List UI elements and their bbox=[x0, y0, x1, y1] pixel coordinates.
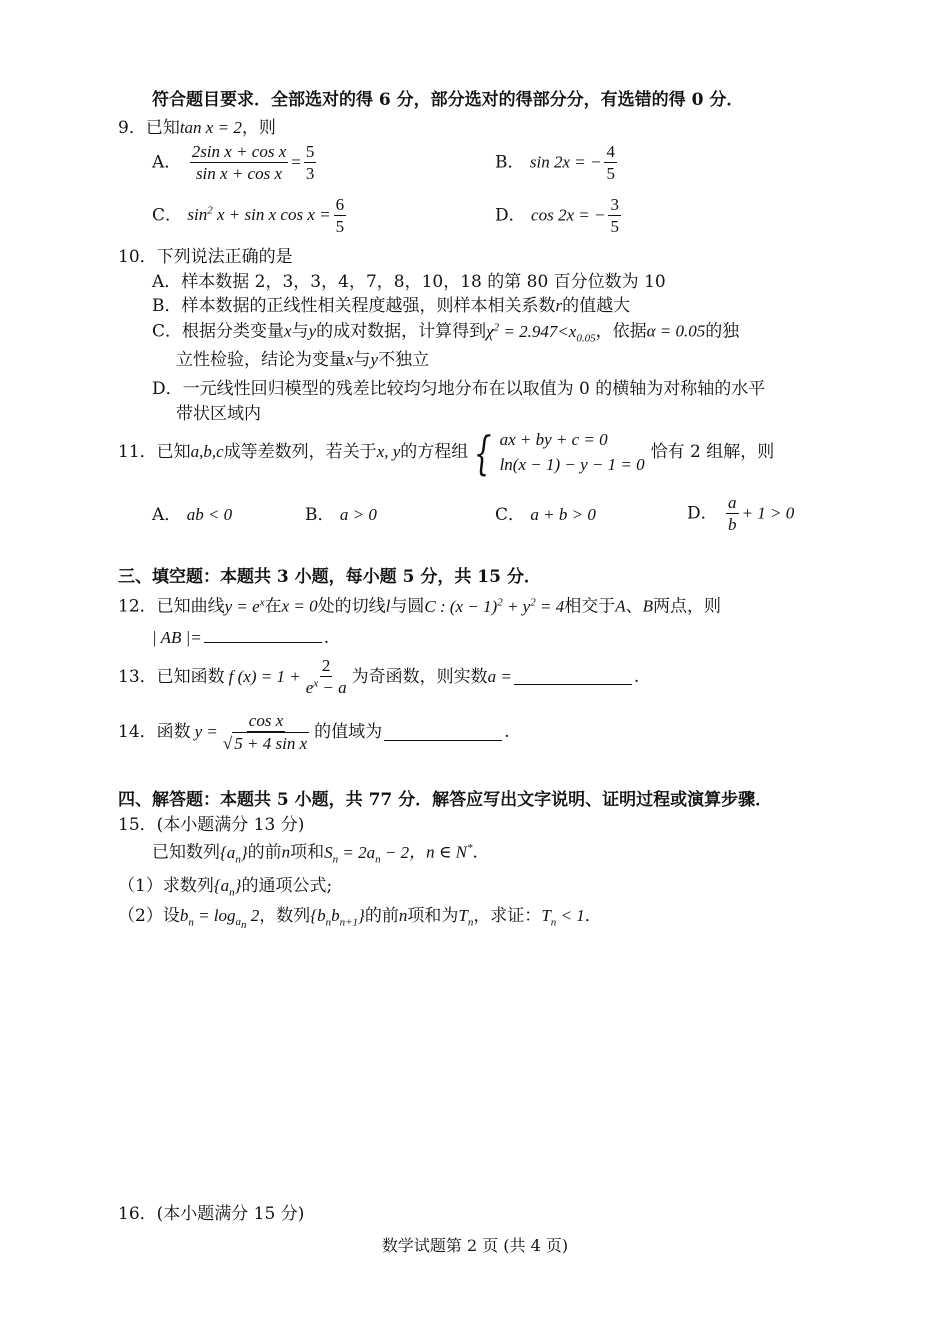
stem-text: 恰有 2 组解，则 bbox=[650, 442, 775, 463]
math-part: C : (x − 1) bbox=[424, 596, 498, 616]
math-part: = 2a bbox=[338, 842, 376, 862]
stem-text: 已知曲线 bbox=[156, 596, 225, 617]
math-variable: n bbox=[281, 842, 291, 862]
stem-text: 成等差数列，若关于 bbox=[223, 442, 377, 463]
superscript: 2 bbox=[493, 321, 500, 333]
question-number: 10． bbox=[118, 247, 157, 267]
math-part: − 2 bbox=[380, 842, 410, 862]
denominator: 3 bbox=[305, 164, 315, 184]
math-part: y = e bbox=[224, 596, 260, 616]
math-expression: y = bbox=[194, 722, 218, 742]
fraction bbox=[608, 194, 621, 238]
stem-text: ． bbox=[584, 906, 602, 926]
stem-text: ． bbox=[472, 842, 490, 863]
math-expression bbox=[424, 597, 564, 616]
denominator: b bbox=[728, 515, 737, 535]
question-10-option-d-continued: 带状区域内 bbox=[176, 404, 261, 424]
stem-text: 的方程组 bbox=[400, 442, 469, 463]
question-12-answer-line bbox=[152, 626, 329, 648]
stem-text: 项和为 bbox=[407, 906, 459, 926]
math-part: < 1 bbox=[556, 906, 585, 925]
option-text: 的值越大 bbox=[562, 296, 631, 316]
subscript: n+1 bbox=[339, 916, 359, 929]
math-part: e bbox=[305, 678, 314, 698]
question-number: 9． bbox=[118, 118, 146, 138]
question-number: 11． bbox=[118, 442, 157, 463]
math-part: S bbox=[324, 842, 333, 862]
stem-text: . bbox=[504, 722, 510, 743]
fraction bbox=[334, 194, 347, 238]
answer-blank[interactable] bbox=[204, 626, 322, 643]
stem-text: 、 bbox=[625, 596, 643, 617]
math-variable: y bbox=[370, 350, 379, 369]
stem-text: 项和 bbox=[290, 842, 325, 863]
question-15-header bbox=[118, 815, 304, 835]
stem-text: （2）设 bbox=[118, 906, 180, 926]
question-10-option-d[interactable]: D．一元线性回归模型的残差比较均匀地分布在以取值为 0 的横轴为对称轴的水平 bbox=[152, 379, 766, 399]
stem-text: . bbox=[633, 666, 640, 687]
question-10-option-c[interactable] bbox=[152, 321, 739, 345]
stem-text: 已知 bbox=[156, 442, 191, 463]
math-expression: ab < 0 bbox=[186, 505, 233, 524]
radicand: 5 + 4 sin x bbox=[234, 734, 308, 754]
option-text: 与 bbox=[291, 321, 309, 342]
fraction bbox=[304, 141, 317, 185]
fraction bbox=[304, 655, 349, 699]
stem-text: 已知函数 bbox=[156, 666, 225, 687]
question-13-stem bbox=[118, 655, 639, 699]
question-11-option-a[interactable] bbox=[152, 505, 232, 525]
equation-line: ln(x − 1) − y − 1 = 0 bbox=[499, 454, 645, 474]
subscript: n bbox=[325, 916, 332, 929]
numerator: cos x bbox=[247, 710, 285, 732]
option-label: B． bbox=[305, 505, 335, 525]
stem-text: 与圆 bbox=[390, 596, 425, 617]
math-part: {b bbox=[310, 906, 326, 925]
stem-text: 函数 bbox=[156, 722, 191, 743]
numerator: 2sin x + cos x bbox=[190, 141, 289, 163]
option-text: 与 bbox=[353, 350, 371, 370]
stem-text: 处的切线 bbox=[317, 596, 386, 617]
math-variable: n bbox=[398, 906, 408, 925]
stem-text: ，则 bbox=[241, 118, 276, 138]
math-part: + y bbox=[502, 596, 531, 616]
math-part: = 2.947<x bbox=[499, 321, 577, 341]
math-expression: α = 0.05 bbox=[646, 321, 706, 341]
sqrt-icon: √ bbox=[222, 734, 233, 754]
math-expression bbox=[324, 842, 410, 866]
math-part: T bbox=[541, 906, 551, 925]
denominator: 5 bbox=[335, 217, 345, 237]
math-expression: x = 0 bbox=[281, 596, 318, 616]
superscript: 2 bbox=[497, 596, 503, 608]
option-label: A． bbox=[152, 505, 182, 525]
stem-text: ，数列 bbox=[259, 906, 311, 926]
stem-text: . bbox=[323, 628, 330, 648]
question-15-part-1 bbox=[118, 876, 332, 900]
math-part: } bbox=[240, 842, 248, 862]
option-text: 立性检验，结论为变量 bbox=[176, 350, 346, 370]
math-expression bbox=[310, 906, 365, 929]
math-expression: | AB |= bbox=[152, 628, 202, 647]
math-variable: l bbox=[385, 596, 391, 616]
math-variable: a,b,c bbox=[190, 442, 224, 462]
question-15-stem bbox=[152, 842, 490, 866]
math-expression bbox=[225, 597, 265, 616]
math-expression: tan x = 2 bbox=[179, 118, 242, 137]
fraction bbox=[726, 492, 739, 536]
math-expression bbox=[187, 205, 330, 224]
stem-text: ，求证： bbox=[473, 906, 542, 926]
stem-text: 下列说法正确的是 bbox=[156, 247, 293, 267]
numerator: 3 bbox=[608, 194, 621, 216]
math-expression: cos 2x = − bbox=[531, 205, 606, 225]
section-3-heading: 三、填空题：本题共 3 小题，每小题 5 分，共 15 分． bbox=[118, 567, 541, 587]
stem-text: 已知数列 bbox=[152, 842, 220, 863]
question-15-part-2 bbox=[118, 906, 602, 933]
chi-square-expression bbox=[486, 321, 596, 345]
subscript: a bbox=[235, 916, 242, 929]
math-part: x + sin x cos x = bbox=[212, 205, 331, 225]
math-part: } bbox=[234, 876, 242, 895]
points-note: (本小题满分 13 分) bbox=[156, 815, 305, 835]
question-9-stem bbox=[118, 118, 276, 138]
question-10-option-b[interactable] bbox=[152, 296, 630, 316]
subscript: n bbox=[467, 916, 474, 929]
subscript: n bbox=[375, 853, 381, 866]
math-part: = 4 bbox=[535, 596, 565, 616]
stem-text: 在 bbox=[264, 596, 282, 617]
subscript: 0.05 bbox=[576, 332, 596, 345]
page-footer: 数学试题第 2 页 (共 4 页) bbox=[381, 1236, 569, 1255]
equation-line: ax + by + c = 0 bbox=[499, 430, 608, 449]
math-expression bbox=[541, 906, 585, 929]
question-number: 14． bbox=[118, 722, 157, 743]
question-number: 16． bbox=[118, 1204, 157, 1224]
math-part: − a bbox=[318, 678, 347, 698]
math-part: sin bbox=[187, 205, 208, 225]
points-note: (本小题满分 15 分) bbox=[156, 1204, 305, 1224]
superscript: 2 bbox=[530, 596, 536, 608]
math-part: {a bbox=[220, 842, 236, 862]
subscript: n bbox=[235, 853, 241, 866]
stem-text: 的前 bbox=[247, 842, 282, 863]
question-10-stem bbox=[118, 247, 293, 267]
math-part: {a bbox=[213, 876, 230, 895]
math-variable: x, y bbox=[376, 442, 401, 462]
math-expression: a > 0 bbox=[339, 505, 377, 524]
option-text: 的成对数据，计算得到 bbox=[316, 321, 487, 342]
question-11-option-d[interactable] bbox=[687, 492, 794, 536]
math-variable: x bbox=[346, 350, 354, 369]
numerator: a bbox=[726, 492, 739, 514]
math-part: } bbox=[358, 906, 365, 925]
stem-text: 的通项公式; bbox=[241, 876, 333, 896]
question-9-option-c[interactable] bbox=[152, 194, 349, 238]
numerator: 4 bbox=[604, 141, 617, 163]
option-text: B．样本数据的正线性相关程度越强，则样本相关系数 bbox=[152, 296, 556, 316]
answer-blank[interactable] bbox=[514, 668, 632, 685]
denominator bbox=[304, 677, 349, 698]
math-variable: y bbox=[308, 321, 317, 341]
math-part: 2 bbox=[246, 906, 260, 925]
option-text: ，依据 bbox=[595, 321, 647, 342]
question-number: 12． bbox=[118, 596, 157, 617]
question-number: 15． bbox=[118, 815, 157, 835]
scoring-rule-text: 符合题目要求．全部选对的得 6 分，部分选对的得部分分，有选错的得 0 分． bbox=[152, 90, 744, 110]
option-label: C． bbox=[495, 505, 526, 525]
superscript: x bbox=[313, 677, 319, 690]
stem-text: （1）求数列 bbox=[118, 876, 214, 896]
stem-text: 两点，则 bbox=[653, 596, 721, 617]
superscript: x bbox=[259, 596, 265, 608]
numerator: 5 bbox=[304, 141, 317, 163]
option-label: C． bbox=[152, 205, 183, 226]
left-brace-icon: { bbox=[474, 425, 492, 480]
subscript: n bbox=[188, 916, 194, 929]
superscript: * bbox=[467, 842, 473, 854]
math-part: b bbox=[179, 906, 189, 925]
section-4-heading: 四、解答题：本题共 5 小题，共 77 分．解答应写出文字说明、证明过程或演算步骤． bbox=[118, 790, 773, 810]
denominator: 5 bbox=[610, 217, 619, 237]
denominator: 5 bbox=[606, 164, 615, 184]
subscript: n bbox=[229, 886, 235, 899]
option-label: D． bbox=[687, 503, 718, 524]
question-11-option-c[interactable] bbox=[495, 505, 596, 525]
math-variable: r bbox=[555, 296, 563, 315]
answer-blank[interactable] bbox=[384, 724, 502, 741]
math-expression: f (x) = 1 + bbox=[228, 666, 301, 686]
option-label: B． bbox=[495, 152, 525, 173]
math-part: = log bbox=[193, 906, 236, 925]
question-10-option-c-continued bbox=[176, 350, 429, 370]
math-expression: a = bbox=[487, 666, 512, 686]
numerator: 6 bbox=[334, 194, 347, 216]
math-expression bbox=[220, 842, 248, 866]
math-variable: x bbox=[284, 321, 292, 341]
equation-system bbox=[468, 425, 645, 480]
math-part: χ bbox=[486, 321, 494, 341]
math-part: T bbox=[458, 906, 468, 925]
math-expression: a + b > 0 bbox=[530, 505, 596, 524]
math-expression bbox=[458, 906, 474, 929]
fraction bbox=[604, 141, 617, 185]
math-expression: ，n ∈ N bbox=[409, 842, 468, 862]
numerator: 2 bbox=[320, 655, 333, 677]
fraction bbox=[190, 141, 289, 185]
question-9-option-a[interactable]: A． $\frac{\text{2sin x + cos x}}{\text{sin x + cos x}}$ = $\frac{5}{3}$ bbox=[152, 142, 315, 184]
stem-text: 已知 bbox=[145, 118, 180, 138]
question-12-stem bbox=[118, 596, 721, 617]
stem-text: 相交于 bbox=[564, 596, 616, 617]
math-variable: A bbox=[615, 596, 626, 616]
fraction bbox=[221, 710, 311, 755]
stem-text: 的值域为 bbox=[314, 722, 383, 743]
denominator bbox=[221, 732, 311, 754]
question-14-stem bbox=[118, 710, 510, 755]
superscript: 2 bbox=[207, 204, 213, 217]
math-expression bbox=[179, 906, 260, 932]
question-11-option-b[interactable] bbox=[305, 505, 377, 525]
question-9-option-d[interactable] bbox=[495, 194, 624, 238]
question-16-header bbox=[118, 1204, 304, 1224]
question-9-option-b[interactable] bbox=[495, 141, 620, 185]
option-text: C．根据分类变量 bbox=[152, 321, 285, 342]
subscript: n bbox=[332, 853, 339, 866]
math-part: b bbox=[331, 906, 340, 925]
subscript: n bbox=[550, 916, 557, 929]
math-expression bbox=[213, 876, 242, 899]
option-label: A． bbox=[152, 152, 182, 173]
question-10-option-a[interactable]: A．样本数据 2，3，3，4，7，8，10，18 的第 80 百分位数为 10 bbox=[152, 272, 666, 292]
stem-text: 的前 bbox=[364, 906, 399, 926]
math-expression: sin 2x = − bbox=[529, 152, 602, 172]
math-variable: B bbox=[642, 596, 653, 616]
subscript: n bbox=[241, 919, 247, 932]
option-text: 不独立 bbox=[378, 350, 430, 370]
question-11-stem bbox=[118, 425, 775, 480]
stem-text: 为奇函数，则实数 bbox=[351, 666, 488, 687]
option-text: 的独 bbox=[705, 321, 740, 342]
option-label: D． bbox=[495, 205, 526, 226]
question-number: 13． bbox=[118, 666, 157, 687]
math-expression: + 1 > 0 bbox=[741, 503, 795, 523]
denominator: sin x + cos x bbox=[195, 164, 282, 184]
